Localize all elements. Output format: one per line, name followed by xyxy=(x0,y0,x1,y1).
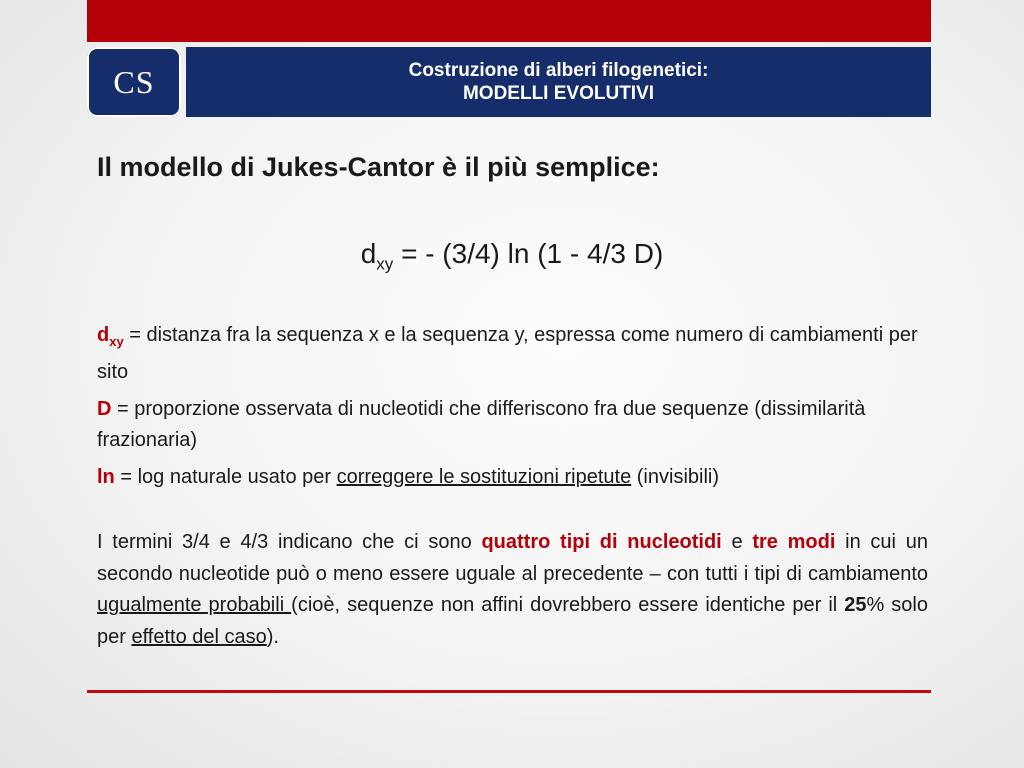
formula-subscript: xy xyxy=(376,254,394,274)
definition-dxy xyxy=(97,320,930,388)
definition-ln xyxy=(97,462,930,493)
definitions-list xyxy=(97,320,930,499)
definition-ln-underlined: correggere le sostituzioni ripetute xyxy=(336,466,632,488)
explanation-paragraph: I termini 3/4 e 4/3 indicano che ci sono quattro tipi di nucleotidi e tre modi in cui un secondo nucleotide può o meno essere uguale al precedente – con tutti i tipi di cambiamento ugualmente probabili (cioè, sequenze non affini dovrebbero essere identiche per il 25% solo per effetto del caso). xyxy=(97,531,928,648)
definition-ln-text-after: (invisibili) xyxy=(631,466,720,488)
underline-equally-probable: ugualmente probabili xyxy=(97,594,292,616)
bold-25: 25 xyxy=(844,594,867,616)
jukes-cantor-formula xyxy=(0,238,1024,275)
formula-d: d xyxy=(360,238,377,269)
top-red-bar xyxy=(87,0,931,42)
definition-ln-text-before: = log naturale usato per xyxy=(114,466,337,488)
definition-D-text: = proporzione osservata di nucleotidi che differiscono fra due sequenze (dissimilarità frazionaria) xyxy=(97,398,866,451)
underline-chance-effect: effetto del caso xyxy=(131,625,267,648)
slide-title-banner xyxy=(186,47,931,117)
logo-text: CS xyxy=(113,63,155,100)
slide-title-line1: Costruzione di alberi filogenetici: xyxy=(408,60,709,81)
term-dxy: $d_{xy}$ xyxy=(97,324,124,349)
bottom-red-line xyxy=(87,690,931,693)
term-D: D xyxy=(97,398,112,420)
highlight-four-nucleotide-types: quattro tipi di nucleotidi xyxy=(481,531,722,553)
highlight-three-ways: tre modi xyxy=(752,531,836,553)
formula-rest: = - (3/4) ln (1 - 4/3 D) xyxy=(393,238,664,269)
definition-dxy-text: = distanza fra la sequenza x e la sequenza y, espressa come numero di cambiamenti per sito xyxy=(97,324,918,383)
definition-D xyxy=(97,394,930,456)
cs-logo xyxy=(87,47,181,117)
term-ln: ln xyxy=(97,466,115,488)
slide-heading: Il modello di Jukes-Cantor è il più semplice: xyxy=(97,152,660,182)
slide-title-line2: MODELLI EVOLUTIVI xyxy=(462,83,655,104)
